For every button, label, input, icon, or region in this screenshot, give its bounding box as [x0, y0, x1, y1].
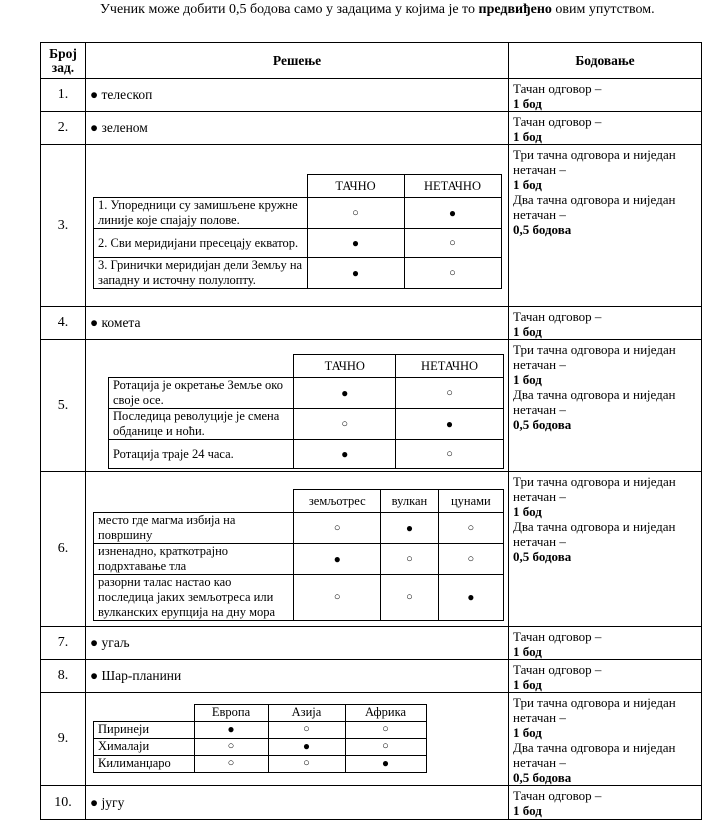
table-row	[41, 472, 702, 627]
solution-cell	[86, 79, 509, 112]
filled-circle-icon: ●	[294, 440, 396, 469]
filled-circle-icon: ●	[307, 258, 404, 289]
filled-circle-icon: ●	[381, 513, 439, 544]
scoring-cell: Тачан одговор – 1 бод	[509, 660, 702, 693]
scoring-cell: Три тачна одговора и ниједан нетачан – 1 бод Два тачна одговора и ниједан нетачан – 0,5 бодова	[509, 472, 702, 627]
bullet-icon: ●	[90, 794, 99, 810]
answer-key-table	[40, 42, 702, 820]
grid-row	[94, 721, 427, 738]
intro-text: Ученик може добити 0,5 бодова само у задацима у којима је то предвиђено овим упутством.	[100, 2, 655, 17]
grid-row	[109, 409, 504, 440]
scoring-cell: Тачан одговор – 1 бод	[509, 112, 702, 145]
filled-circle-icon: ●	[307, 229, 404, 258]
table-row	[41, 112, 702, 145]
solution-cell	[86, 627, 509, 660]
bullet-icon: ●	[90, 87, 99, 102]
header-solution: Решење	[86, 43, 509, 79]
solution-cell	[86, 112, 509, 145]
solution-cell	[86, 660, 509, 693]
task-number: 6.	[41, 472, 86, 627]
grid-row	[94, 258, 502, 289]
table-row	[41, 627, 702, 660]
empty-circle-icon: ○	[268, 755, 345, 772]
grid-col-header: Африка	[345, 704, 426, 721]
answer: ● угаљ	[90, 635, 130, 650]
solution-cell	[86, 693, 509, 786]
scoring-cell: Три тачна одговора и ниједан нетачан – 1 бод Два тачна одговора и ниједан нетачан – 0,5 бодова	[509, 340, 702, 472]
task-number: 2.	[41, 112, 86, 145]
grid-row-label: Хималаји	[94, 738, 195, 755]
empty-circle-icon: ○	[345, 738, 426, 755]
grid-row-label: Ротација траје 24 часа.	[109, 440, 294, 469]
empty-circle-icon: ○	[307, 198, 404, 229]
grid-col-header: ТАЧНО	[294, 355, 396, 378]
empty-circle-icon: ○	[381, 544, 439, 575]
empty-circle-icon: ○	[438, 513, 503, 544]
grid-col-header: Европа	[194, 704, 268, 721]
table-row	[41, 786, 702, 820]
grid-col-header: НЕТАЧНО	[404, 175, 501, 198]
scoring-cell: Тачан одговор – 1 бод	[509, 307, 702, 340]
task-number: 5.	[41, 340, 86, 472]
empty-circle-icon: ○	[396, 378, 504, 409]
empty-circle-icon: ○	[194, 738, 268, 755]
table-row	[41, 693, 702, 786]
empty-circle-icon: ○	[345, 721, 426, 738]
bullet-icon: ●	[90, 315, 99, 330]
table-row	[41, 307, 702, 340]
bullet-icon: ●	[90, 120, 99, 135]
answer: ● телескоп	[90, 87, 153, 102]
empty-circle-icon: ○	[438, 544, 503, 575]
solution-cell	[86, 307, 509, 340]
task-number: 3.	[41, 145, 86, 307]
grid-col-header: ТАЧНО	[307, 175, 404, 198]
answer: ● комета	[90, 315, 141, 330]
scoring-cell: Три тачна одговора и ниједан нетачан – 1 бод Два тачна одговора и ниједан нетачан – 0,5 бодова	[509, 145, 702, 307]
solution-cell	[86, 472, 509, 627]
table-row	[41, 660, 702, 693]
filled-circle-icon: ●	[294, 544, 381, 575]
answer: ● зеленом	[90, 120, 148, 135]
empty-circle-icon: ○	[294, 409, 396, 440]
filled-circle-icon: ●	[396, 409, 504, 440]
grid-row	[94, 575, 504, 621]
answer-grid	[93, 489, 504, 621]
filled-circle-icon: ●	[294, 378, 396, 409]
task-number: 7.	[41, 627, 86, 660]
grid-row	[94, 229, 502, 258]
answer-grid	[108, 354, 504, 469]
empty-circle-icon: ○	[268, 721, 345, 738]
grid-row-label: 3. Гринички меридијан дели Земљу на западну и источну полулопту.	[94, 258, 308, 289]
table-row	[41, 79, 702, 112]
answer-grid	[93, 704, 427, 773]
grid-row-label: разорни талас настао као последица јаких земљотреса или вулканских ерупција на дну мора	[94, 575, 294, 621]
grid-row	[94, 738, 427, 755]
grid-row-label: изненадно, краткотрајно подрхтавање тла	[94, 544, 294, 575]
empty-circle-icon: ○	[294, 513, 381, 544]
solution-cell	[86, 340, 509, 472]
grid-row-label: Последица револуције је смена обданице и ноћи.	[109, 409, 294, 440]
grid-col-header: земљотрес	[294, 490, 381, 513]
solution-cell	[86, 786, 509, 820]
empty-circle-icon: ○	[396, 440, 504, 469]
header-number: Број зад.	[41, 43, 86, 79]
bullet-icon: ●	[90, 635, 99, 650]
scoring-cell: Три тачна одговора и ниједан нетачан – 1 бод Два тачна одговора и ниједан нетачан – 0,5 бодова	[509, 693, 702, 786]
grid-row-label: Пиринеји	[94, 721, 195, 738]
grid-row-label: место где магма избија на површину	[94, 513, 294, 544]
empty-circle-icon: ○	[404, 229, 501, 258]
grid-row-label: 2. Сви меридијани пресецају екватор.	[94, 229, 308, 258]
empty-circle-icon: ○	[194, 755, 268, 772]
solution-cell	[86, 145, 509, 307]
header-scoring: Бодовање	[509, 43, 702, 79]
grid-row	[109, 378, 504, 409]
answer-grid	[93, 174, 502, 289]
grid-col-header: цунами	[438, 490, 503, 513]
task-number: 1.	[41, 79, 86, 112]
grid-col-header: Азија	[268, 704, 345, 721]
answer: ● Шар-планини	[90, 668, 182, 683]
empty-circle-icon: ○	[294, 575, 381, 621]
grid-row	[94, 198, 502, 229]
filled-circle-icon: ●	[268, 738, 345, 755]
filled-circle-icon: ●	[404, 198, 501, 229]
scoring-cell: Тачан одговор – 1 бод	[509, 627, 702, 660]
task-number: 10.	[41, 786, 86, 820]
answer: ● југу	[90, 794, 125, 810]
bullet-icon: ●	[90, 668, 99, 683]
scoring-cell: Тачан одговор – 1 бод	[509, 786, 702, 820]
scoring-cell: Тачан одговор – 1 бод	[509, 79, 702, 112]
grid-row	[109, 440, 504, 469]
table-row	[41, 145, 702, 307]
grid-row	[94, 513, 504, 544]
empty-circle-icon: ○	[404, 258, 501, 289]
empty-circle-icon: ○	[381, 575, 439, 621]
grid-row-label: Ротација је окретање Земље око своје осе.	[109, 378, 294, 409]
grid-row	[94, 544, 504, 575]
filled-circle-icon: ●	[438, 575, 503, 621]
filled-circle-icon: ●	[345, 755, 426, 772]
filled-circle-icon: ●	[194, 721, 268, 738]
grid-col-header: вулкан	[381, 490, 439, 513]
table-row	[41, 340, 702, 472]
grid-row-label: 1. Упоредници су замишљене кружне линије које спајају полове.	[94, 198, 308, 229]
task-number: 4.	[41, 307, 86, 340]
grid-row	[94, 755, 427, 772]
task-number: 8.	[41, 660, 86, 693]
task-number: 9.	[41, 693, 86, 786]
grid-col-header: НЕТАЧНО	[396, 355, 504, 378]
grid-row-label: Килиманџаро	[94, 755, 195, 772]
